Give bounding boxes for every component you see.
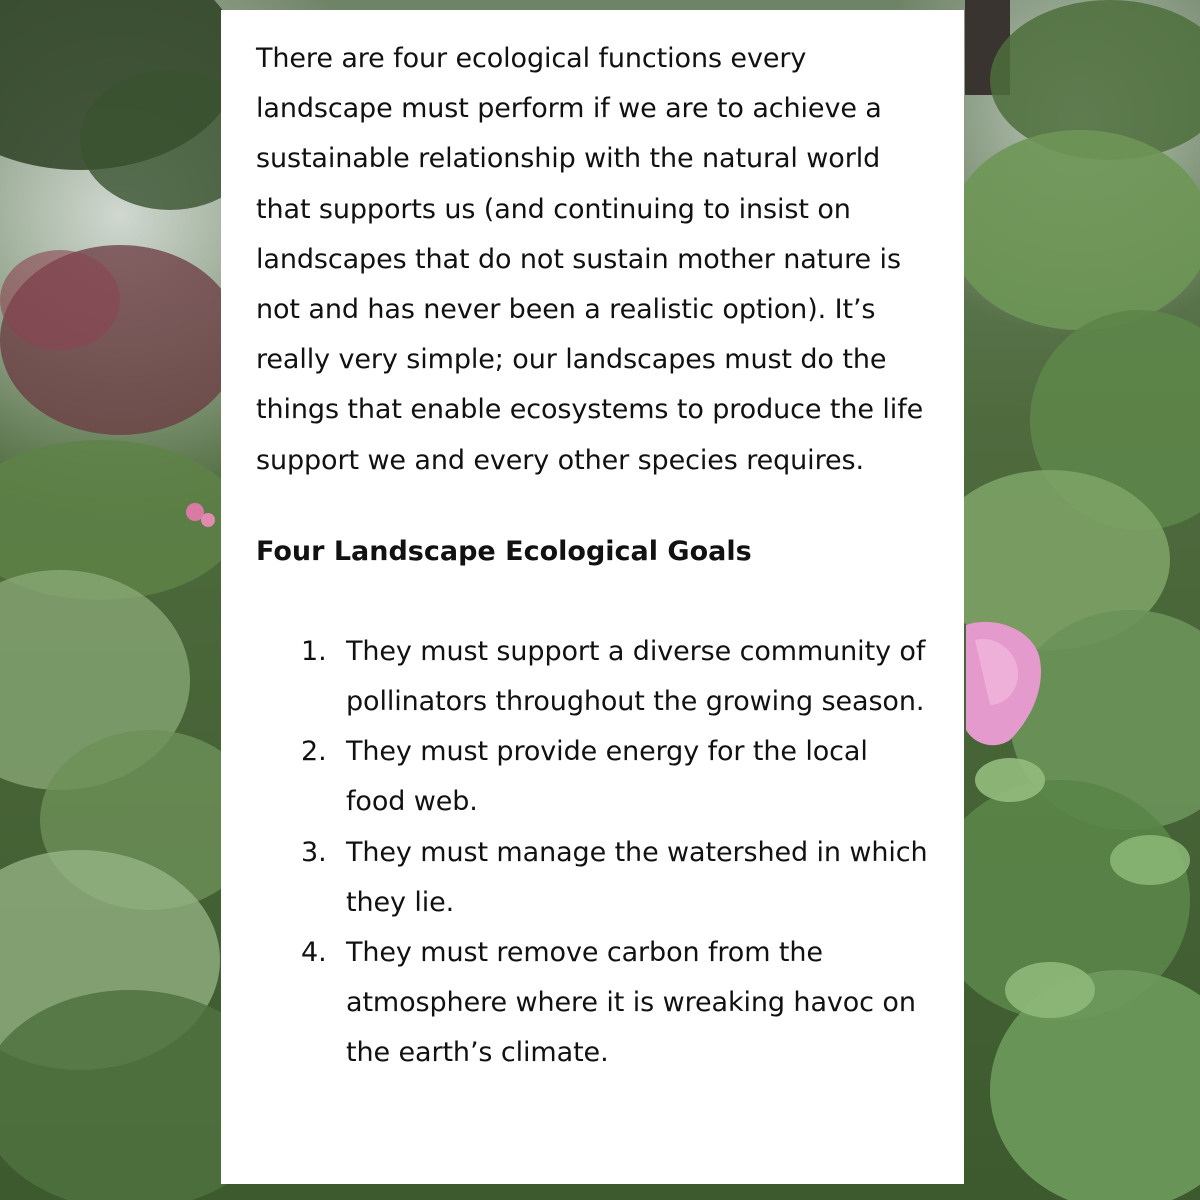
goal-number: 4. — [301, 937, 327, 969]
goal-text: They must support a diverse community of pollinators throughout the growing season. — [346, 635, 926, 718]
goal-number: 3. — [301, 836, 327, 868]
goal-item-3 — [256, 828, 934, 928]
goal-text: They must manage the watershed in which they lie. — [346, 836, 928, 918]
intro-paragraph: There are four ecological functions every landscape must perform if we are to achieve a sustainable relationship with the natural world that supports us (and continuing to insist on landscapes that do not sustain mother nature is not and has never been a realistic option). It’s really very simple; our landscapes must do the things that enable ecosystems to produce the life support we and every other species requires. — [256, 43, 924, 476]
goal-item-1 — [256, 627, 934, 727]
goal-text: They must remove carbon from the atmosphere where it is wreaking havoc on the earth’s climate. — [346, 937, 916, 1069]
section-heading: Four Landscape Ecological Goals — [256, 535, 752, 567]
text-card — [221, 10, 964, 1184]
goal-number: 2. — [301, 736, 327, 768]
goal-item-4 — [256, 928, 934, 1079]
goal-item-2 — [256, 727, 934, 827]
goal-text: They must provide energy for the local food web. — [346, 736, 868, 818]
goals-list — [256, 627, 934, 1079]
goal-number: 1. — [301, 635, 327, 667]
